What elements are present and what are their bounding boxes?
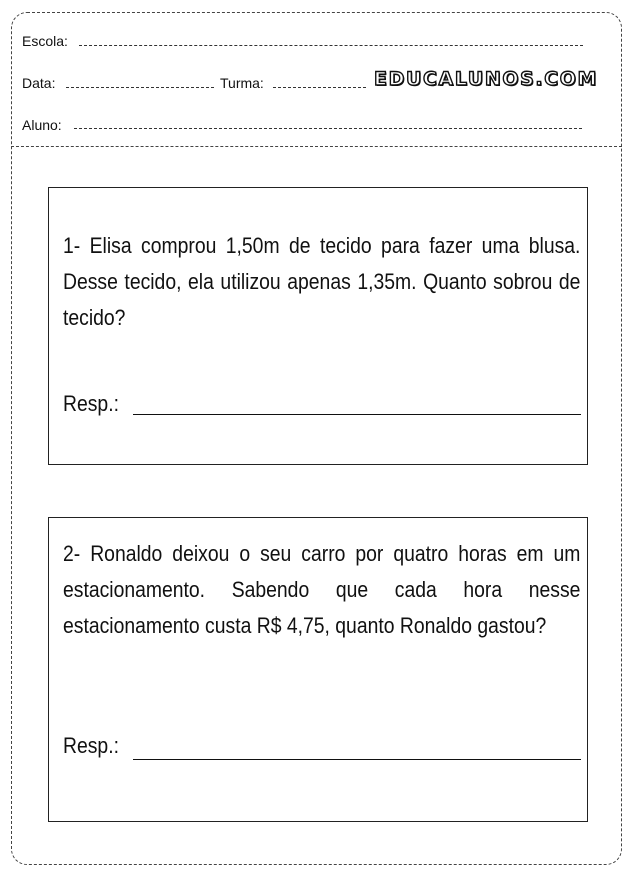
question-2-answer-line[interactable] bbox=[133, 759, 581, 760]
header-divider bbox=[11, 146, 622, 147]
question-2-resp-label: Resp.: bbox=[63, 733, 119, 758]
question-1-text: 1- Elisa comprou 1,50m de tecido para fazer uma blusa. Desse tecido, ela utilizou apenas 1,35m. Quanto sobrou de tecido? bbox=[63, 233, 581, 330]
date-label: Data: bbox=[22, 75, 56, 91]
class-field-line[interactable] bbox=[273, 87, 366, 88]
question-1-answer-line[interactable] bbox=[133, 414, 581, 415]
date-field-line[interactable] bbox=[66, 87, 214, 88]
question-2-text: 2- Ronaldo deixou o seu carro por quatro horas em um estacionamento. Sabendo que cada hora nesse estacionamento custa R$ 4,75, quanto Ronaldo gastou? bbox=[63, 541, 581, 638]
educalunos-logo: EDUCALUNOS.COM bbox=[374, 68, 599, 90]
question-box-1 bbox=[48, 187, 588, 465]
school-field-line[interactable] bbox=[79, 45, 583, 46]
class-label: Turma: bbox=[220, 75, 264, 91]
student-label: Aluno: bbox=[22, 117, 62, 133]
school-label: Escola: bbox=[22, 33, 68, 49]
student-field-line[interactable] bbox=[74, 128, 582, 129]
question-box-2 bbox=[48, 517, 588, 822]
question-1-resp-label: Resp.: bbox=[63, 391, 119, 416]
